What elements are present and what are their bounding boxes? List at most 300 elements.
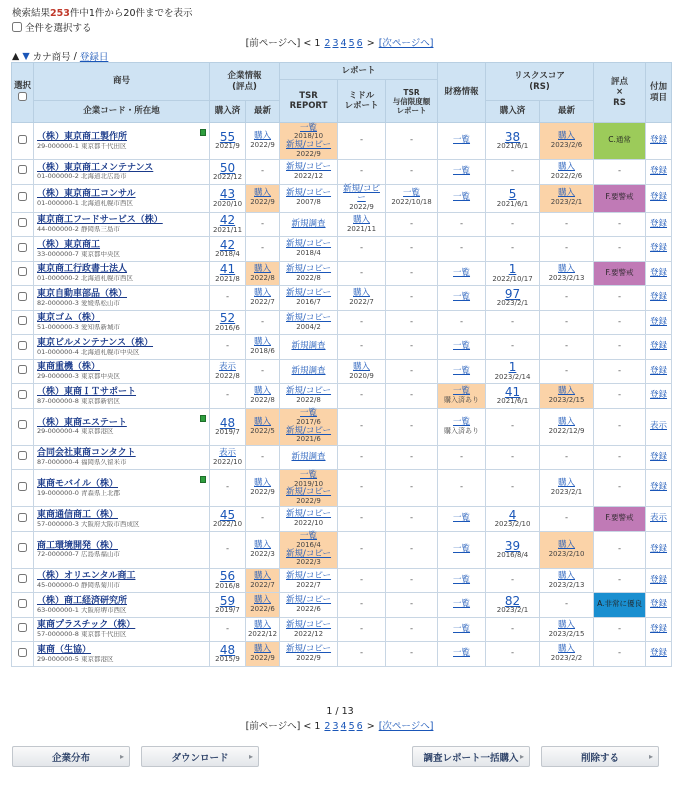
- company-name-link[interactable]: 商工環境開発（株）: [37, 540, 119, 551]
- register-link[interactable]: 登録: [650, 192, 668, 203]
- company-cell: [34, 445, 210, 470]
- pager-lt: <: [303, 38, 312, 49]
- empty-value: -: [510, 574, 515, 585]
- rs-latest-cell: [540, 408, 594, 445]
- empty-value: -: [617, 365, 622, 376]
- action-link[interactable]: 新規/コピー: [286, 595, 332, 606]
- action-link[interactable]: 一覧: [453, 192, 471, 203]
- action-link[interactable]: 一覧: [453, 599, 471, 610]
- row-checkbox[interactable]: [18, 218, 27, 227]
- purchase-link[interactable]: 購入: [254, 337, 272, 348]
- risk-score-link[interactable]: 5: [508, 186, 517, 201]
- purchase-link[interactable]: 購入: [558, 644, 576, 655]
- action-link[interactable]: 購入: [353, 214, 371, 225]
- score-link[interactable]: 42: [219, 237, 236, 252]
- register-link[interactable]: 登録: [650, 316, 668, 327]
- row-checkbox[interactable]: [18, 513, 27, 522]
- empty-value: -: [409, 482, 414, 493]
- action-link[interactable]: 購入: [353, 288, 371, 299]
- date-value: 2022/9: [250, 141, 275, 150]
- action-link[interactable]: 新規/コピー: [286, 162, 332, 173]
- pager-page-3[interactable]: 3: [332, 721, 339, 732]
- empty-value: -: [510, 243, 515, 254]
- ci-latest-cell: [246, 286, 280, 311]
- score-link[interactable]: 55: [219, 129, 236, 144]
- score-rs-cell: [594, 123, 646, 160]
- row-checkbox[interactable]: [18, 316, 27, 325]
- middle-report-cell: [338, 593, 386, 618]
- row-checkbox[interactable]: [18, 482, 27, 491]
- action-link[interactable]: 一覧: [453, 292, 471, 303]
- score-link[interactable]: 48: [219, 415, 236, 430]
- row-checkbox[interactable]: [18, 543, 27, 552]
- action-link[interactable]: 一覧: [300, 122, 318, 133]
- ci-purchased-cell: [210, 568, 246, 593]
- action-link[interactable]: 新規/コピー: [286, 570, 332, 581]
- date-value: 購入済あり: [444, 396, 480, 404]
- rs-purchased-cell: [486, 359, 540, 384]
- chevron-right-icon: ▸: [119, 752, 124, 761]
- finance-cell: [438, 408, 486, 445]
- score-rs-cell: [594, 617, 646, 642]
- risk-score-link[interactable]: 97: [504, 286, 521, 301]
- date-value: 2023/2/2: [550, 654, 583, 662]
- register-link[interactable]: 登録: [650, 341, 668, 352]
- purchase-link[interactable]: 購入: [254, 619, 272, 630]
- pager-next[interactable]: [次ページへ]: [378, 38, 434, 49]
- date-value: 2022/9: [296, 654, 321, 662]
- company-name-link[interactable]: （株）オリエンタル商工: [37, 571, 136, 582]
- purchase-link[interactable]: 購入: [558, 570, 576, 581]
- date-value: 2022/8: [250, 273, 275, 282]
- display-link[interactable]: 表示: [218, 361, 236, 372]
- delete-button[interactable]: 削除する ▸: [541, 746, 659, 767]
- row-select-cell: [12, 160, 34, 185]
- purchase-link[interactable]: 購入: [254, 478, 272, 489]
- download-button[interactable]: ダウンロード ▸: [141, 746, 259, 767]
- company-name-link[interactable]: 合同会社東商コンタクト: [37, 448, 136, 459]
- date-value: 2021/6/1: [496, 199, 529, 208]
- row-select-cell: [12, 507, 34, 532]
- row-checkbox[interactable]: [18, 574, 27, 583]
- purchase-link[interactable]: 購入: [558, 386, 576, 397]
- action-link[interactable]: 新規/コピー: [286, 619, 332, 630]
- empty-value: -: [359, 648, 364, 659]
- pager-page-6[interactable]: 6: [356, 38, 363, 49]
- empty-value: -: [564, 316, 569, 327]
- risk-score-link[interactable]: 38: [504, 129, 521, 144]
- purchase-link[interactable]: 購入: [558, 131, 576, 142]
- select-header: 選択: [12, 63, 34, 123]
- company-name-link[interactable]: 東京自動車部品（株）: [37, 288, 128, 299]
- limit-report-cell: [386, 184, 438, 212]
- row-checkbox[interactable]: [18, 267, 27, 276]
- row-checkbox[interactable]: [18, 135, 27, 144]
- risk-score-link[interactable]: 82: [504, 593, 521, 608]
- bulk-purchase-button[interactable]: 調査レポート一括購入 ▸: [412, 746, 530, 767]
- row-checkbox[interactable]: [18, 420, 27, 429]
- empty-value: -: [225, 543, 230, 554]
- date-value: 2022/12/9: [548, 426, 585, 435]
- ci-latest-cell: [246, 593, 280, 618]
- extra-cell: [646, 123, 672, 160]
- extra-cell: [646, 408, 672, 445]
- row-checkbox[interactable]: [18, 623, 27, 632]
- row-select-cell: [12, 568, 34, 593]
- empty-value: -: [617, 390, 622, 401]
- action-link[interactable]: 新規/コピー: [286, 425, 332, 436]
- pager-page-4[interactable]: 4: [340, 721, 347, 732]
- finance-cell: [438, 160, 486, 185]
- empty-value: -: [510, 420, 515, 431]
- limit-report-cell: [386, 507, 438, 532]
- date-value: 2022/12: [293, 171, 324, 180]
- empty-value: -: [409, 574, 414, 585]
- pager-page-3[interactable]: 3: [332, 38, 339, 49]
- register-link[interactable]: 登録: [650, 451, 668, 462]
- action-link[interactable]: 一覧: [453, 135, 471, 146]
- pager-page-6[interactable]: 6: [356, 721, 363, 732]
- company-cell: [34, 359, 210, 384]
- company-name-link[interactable]: （株）東京商工メンテナンス: [37, 162, 154, 173]
- score-link[interactable]: 43: [219, 186, 236, 201]
- middle-report-cell: [338, 261, 386, 286]
- company-name-link[interactable]: （株）東京商工コンサル: [37, 188, 136, 199]
- date-value: 2023/2/10: [494, 520, 531, 529]
- register-link[interactable]: 登録: [650, 267, 668, 278]
- action-link[interactable]: 一覧: [300, 408, 318, 419]
- summary-post: 件中1件から20件までを表示: [69, 8, 193, 19]
- date-value: 2023/2/1: [496, 299, 529, 308]
- company-name-link[interactable]: 東京商工フードサービス（株）: [37, 215, 163, 226]
- pager-page-2[interactable]: 2: [324, 721, 331, 732]
- ci-purchased-cell: [210, 335, 246, 360]
- empty-value: -: [409, 365, 414, 376]
- purchase-link[interactable]: 購入: [558, 162, 576, 173]
- purchase-link[interactable]: 購入: [254, 386, 272, 397]
- extra-cell: [646, 261, 672, 286]
- date-value: 2022/9: [250, 654, 275, 662]
- company-distribution-button[interactable]: 企業分布 ▸: [12, 746, 130, 767]
- purchase-link[interactable]: 購入: [254, 595, 272, 606]
- sort-asc-icon[interactable]: ▲: [12, 50, 20, 62]
- register-link[interactable]: 登録: [650, 482, 668, 493]
- score-link[interactable]: 45: [219, 507, 236, 522]
- action-link[interactable]: 新規調査: [291, 218, 326, 229]
- score-rs-cell: [594, 531, 646, 568]
- row-select-cell: [12, 310, 34, 335]
- register-link[interactable]: 登録: [650, 135, 668, 146]
- extra-header: 付加 項目: [646, 63, 672, 123]
- action-link[interactable]: 新規/コピー: [286, 644, 332, 655]
- code-location-header: 企業コード・所在地: [34, 101, 210, 123]
- register-link[interactable]: 登録: [650, 365, 668, 376]
- ci-purchased-cell: [210, 531, 246, 568]
- date-value: 2022/10: [293, 519, 324, 527]
- finance-cell: [438, 593, 486, 618]
- date-value: 2016/8: [215, 581, 240, 590]
- action-link[interactable]: 新規/コピー: [286, 509, 332, 520]
- ci-purchased-cell: [210, 160, 246, 185]
- row-checkbox[interactable]: [18, 599, 27, 608]
- rs-latest-cell: [540, 531, 594, 568]
- row-checkbox[interactable]: [18, 451, 27, 460]
- risk-score-link[interactable]: 41: [504, 384, 521, 399]
- tsr-report-cell: [280, 359, 338, 384]
- empty-value: -: [617, 292, 622, 303]
- empty-value: -: [359, 574, 364, 585]
- action-link[interactable]: 新規/コピー: [286, 188, 332, 199]
- action-link[interactable]: 購入: [353, 361, 371, 372]
- empty-value: -: [617, 543, 622, 554]
- company-name-link[interactable]: 東京ビルメンテナンス（株）: [37, 337, 154, 348]
- middle-report-header: ミドル レポート: [338, 80, 386, 123]
- action-link[interactable]: 一覧: [453, 341, 471, 352]
- limit-report-cell: [386, 617, 438, 642]
- company-name-link[interactable]: （株）東京商工製作所: [37, 131, 128, 142]
- score-link[interactable]: 56: [219, 569, 236, 584]
- action-link[interactable]: 一覧: [453, 543, 471, 554]
- action-link[interactable]: 一覧: [453, 386, 471, 397]
- risk-score-link[interactable]: 4: [508, 507, 517, 522]
- company-name-link[interactable]: （株）商工経済研究所: [37, 595, 128, 606]
- purchase-link[interactable]: 購入: [558, 539, 576, 550]
- select-all[interactable]: [12, 20, 92, 34]
- middle-report-cell: [338, 384, 386, 409]
- pager-page-5[interactable]: 5: [348, 721, 355, 732]
- pager-page-5[interactable]: 5: [348, 38, 355, 49]
- action-link[interactable]: 一覧: [453, 648, 471, 659]
- register-link[interactable]: 登録: [650, 292, 668, 303]
- purchase-link[interactable]: 購入: [558, 478, 576, 489]
- row-select-cell: [12, 335, 34, 360]
- pager-next[interactable]: [次ページへ]: [378, 721, 434, 732]
- date-value: 2022/12: [212, 173, 243, 182]
- action-link[interactable]: 新規/コピー: [286, 548, 332, 559]
- rs-purchased-cell: [486, 261, 540, 286]
- empty-value: -: [260, 451, 265, 462]
- score-link[interactable]: 42: [219, 213, 236, 228]
- display-link[interactable]: 表示: [218, 447, 236, 458]
- company-name-link[interactable]: 東商通信商工（株）: [37, 509, 119, 520]
- rs-purchased-cell: [486, 286, 540, 311]
- table-row: [12, 184, 672, 212]
- action-link[interactable]: 一覧: [453, 574, 471, 585]
- company-name-link[interactable]: （株）東京商工: [37, 239, 101, 250]
- purchase-link[interactable]: 購入: [558, 416, 576, 427]
- empty-value: -: [260, 316, 265, 327]
- risk-score-link[interactable]: 39: [504, 538, 521, 553]
- limit-report-cell: [386, 237, 438, 262]
- action-link[interactable]: 一覧: [453, 416, 471, 427]
- register-link[interactable]: 登録: [650, 574, 668, 585]
- select-all-rows-checkbox[interactable]: [18, 92, 27, 101]
- row-checkbox[interactable]: [18, 341, 27, 350]
- empty-value: -: [564, 292, 569, 303]
- score-rs-cell: [594, 593, 646, 618]
- empty-value: -: [225, 390, 230, 401]
- finance-cell: [438, 384, 486, 409]
- rs-latest-cell: [540, 617, 594, 642]
- rs-latest-cell: [540, 160, 594, 185]
- action-link[interactable]: 新規/コピー: [286, 288, 332, 299]
- score-rs-cell: [594, 470, 646, 507]
- table-header: [12, 63, 672, 123]
- select-all-checkbox[interactable]: [12, 22, 22, 32]
- new-flag-icon: [200, 476, 206, 483]
- register-link[interactable]: 登録: [650, 390, 668, 401]
- purchase-link[interactable]: 購入: [254, 188, 272, 199]
- action-link[interactable]: 新規/コピー: [286, 239, 332, 250]
- date-value: 2021/11: [346, 224, 377, 233]
- action-link[interactable]: 新規/コピー: [286, 386, 332, 397]
- action-link[interactable]: 一覧: [403, 188, 421, 199]
- date-value: 2021/6/1: [496, 142, 529, 151]
- company-cell: [34, 261, 210, 286]
- rs-latest-cell: [540, 335, 594, 360]
- empty-value: -: [564, 451, 569, 462]
- ci-latest-cell: [246, 184, 280, 212]
- action-link[interactable]: 新規/コピー: [286, 312, 332, 323]
- action-link[interactable]: 新規/コピー: [286, 487, 332, 498]
- extra-cell: [646, 212, 672, 237]
- row-checkbox[interactable]: [18, 165, 27, 174]
- extra-cell: [646, 642, 672, 667]
- action-link[interactable]: 新規/コピー: [343, 183, 380, 204]
- register-link[interactable]: 登録: [650, 165, 668, 176]
- table-row: [12, 212, 672, 237]
- company-name-link[interactable]: 東商プラスチック（株）: [37, 620, 136, 631]
- register-link[interactable]: 登録: [650, 243, 668, 254]
- action-link[interactable]: 新規調査: [291, 341, 326, 352]
- finance-cell: [438, 617, 486, 642]
- date-value: 2022/9: [250, 488, 275, 497]
- pager-page-2[interactable]: 2: [324, 38, 331, 49]
- page-info: 1 / 13: [326, 706, 354, 717]
- company-name-link[interactable]: （株）東商ＩＴサポート: [37, 386, 137, 397]
- date-value: 2022/10/18: [391, 198, 432, 207]
- row-checkbox[interactable]: [18, 390, 27, 399]
- finance-header: 財務情報: [438, 63, 486, 123]
- empty-value: -: [564, 243, 569, 254]
- action-link[interactable]: 新規/コピー: [286, 263, 332, 274]
- finance-cell: [438, 237, 486, 262]
- middle-report-cell: [338, 617, 386, 642]
- sort-desc-icon[interactable]: ▼: [22, 50, 30, 62]
- pager-current: 1: [314, 38, 321, 49]
- action-link[interactable]: 新規調査: [291, 365, 326, 376]
- display-link[interactable]: 表示: [650, 420, 668, 431]
- action-link[interactable]: 新規調査: [291, 451, 326, 462]
- purchase-link[interactable]: 購入: [254, 539, 272, 550]
- date-value: 購入済あり: [444, 426, 480, 435]
- limit-report-cell: [386, 470, 438, 507]
- tsr-report-cell: [280, 212, 338, 237]
- score-link[interactable]: 41: [219, 262, 236, 277]
- purchase-link[interactable]: 購入: [254, 263, 272, 274]
- register-link[interactable]: 登録: [650, 623, 668, 634]
- register-link[interactable]: 登録: [650, 218, 668, 229]
- company-name-link[interactable]: （株）東商エステート: [37, 417, 127, 428]
- purchase-link[interactable]: 購入: [558, 188, 576, 199]
- date-value: 2023/2/13: [548, 580, 585, 589]
- purchase-link[interactable]: 購入: [558, 619, 576, 630]
- rs-latest-cell: [540, 286, 594, 311]
- extra-cell: [646, 568, 672, 593]
- score-link[interactable]: 52: [219, 311, 236, 326]
- display-link[interactable]: 表示: [650, 513, 668, 524]
- action-link[interactable]: 一覧: [453, 513, 471, 524]
- score-rs-cell: [594, 212, 646, 237]
- action-link[interactable]: 一覧: [453, 623, 471, 634]
- pager-top: [0, 35, 680, 49]
- company-name-link[interactable]: 東商（生協）: [37, 644, 92, 655]
- register-link[interactable]: 登録: [650, 648, 668, 659]
- row-checkbox[interactable]: [18, 243, 27, 252]
- pager-prev: [前ページへ]: [245, 721, 301, 732]
- action-link[interactable]: 新規/コピー: [286, 140, 332, 150]
- company-name-link[interactable]: 東京ゴム（株）: [37, 313, 101, 324]
- extra-cell: [646, 237, 672, 262]
- row-checkbox[interactable]: [18, 365, 27, 374]
- score-link[interactable]: 50: [219, 160, 236, 175]
- rs-latest-cell: [540, 568, 594, 593]
- score-link[interactable]: 48: [219, 642, 236, 657]
- risk-score-link[interactable]: 1: [508, 360, 517, 375]
- empty-value: -: [617, 243, 622, 254]
- purchase-link[interactable]: 購入: [558, 263, 576, 274]
- limit-report-cell: [386, 359, 438, 384]
- company-name-link[interactable]: 東商重機（株）: [37, 362, 101, 373]
- limit-report-cell: [386, 286, 438, 311]
- purchase-link[interactable]: 購入: [254, 570, 272, 581]
- row-checkbox[interactable]: [18, 292, 27, 301]
- ci-latest-cell: [246, 212, 280, 237]
- purchase-link[interactable]: 購入: [254, 644, 272, 655]
- action-link[interactable]: 一覧: [300, 531, 318, 542]
- date-value: 2022/2/6: [550, 171, 583, 180]
- action-link[interactable]: 一覧: [300, 469, 318, 480]
- empty-value: -: [510, 316, 515, 327]
- finance-cell: [438, 470, 486, 507]
- tsr-report-cell: [280, 237, 338, 262]
- action-link[interactable]: 一覧: [453, 365, 471, 376]
- empty-value: -: [409, 341, 414, 352]
- evaluation-badge: C.通常: [608, 135, 631, 145]
- row-checkbox[interactable]: [18, 648, 27, 657]
- pager-page-4[interactable]: 4: [340, 38, 347, 49]
- purchase-link[interactable]: 購入: [254, 416, 272, 427]
- empty-value: -: [225, 482, 230, 493]
- purchase-link[interactable]: 購入: [254, 288, 272, 299]
- sort-registration-date-link[interactable]: 登録日: [79, 52, 109, 63]
- register-link[interactable]: 登録: [650, 599, 668, 610]
- purchase-link[interactable]: 購入: [254, 131, 272, 142]
- register-link[interactable]: 登録: [650, 543, 668, 554]
- company-name-link[interactable]: 東京商工行政書士法人: [37, 264, 128, 275]
- action-link[interactable]: 一覧: [453, 267, 471, 278]
- company-code-location: 29-000000-3 東京都中央区: [37, 373, 120, 381]
- company-name-link[interactable]: 東商モバイル（株）: [37, 479, 119, 490]
- row-checkbox[interactable]: [18, 192, 27, 201]
- score-link[interactable]: 59: [219, 593, 236, 608]
- empty-value: -: [225, 292, 230, 303]
- row-select-cell: [12, 408, 34, 445]
- action-link[interactable]: 一覧: [453, 165, 471, 176]
- risk-score-link[interactable]: 1: [508, 262, 517, 277]
- rs-purchased-cell: [486, 445, 540, 470]
- empty-value: -: [359, 623, 364, 634]
